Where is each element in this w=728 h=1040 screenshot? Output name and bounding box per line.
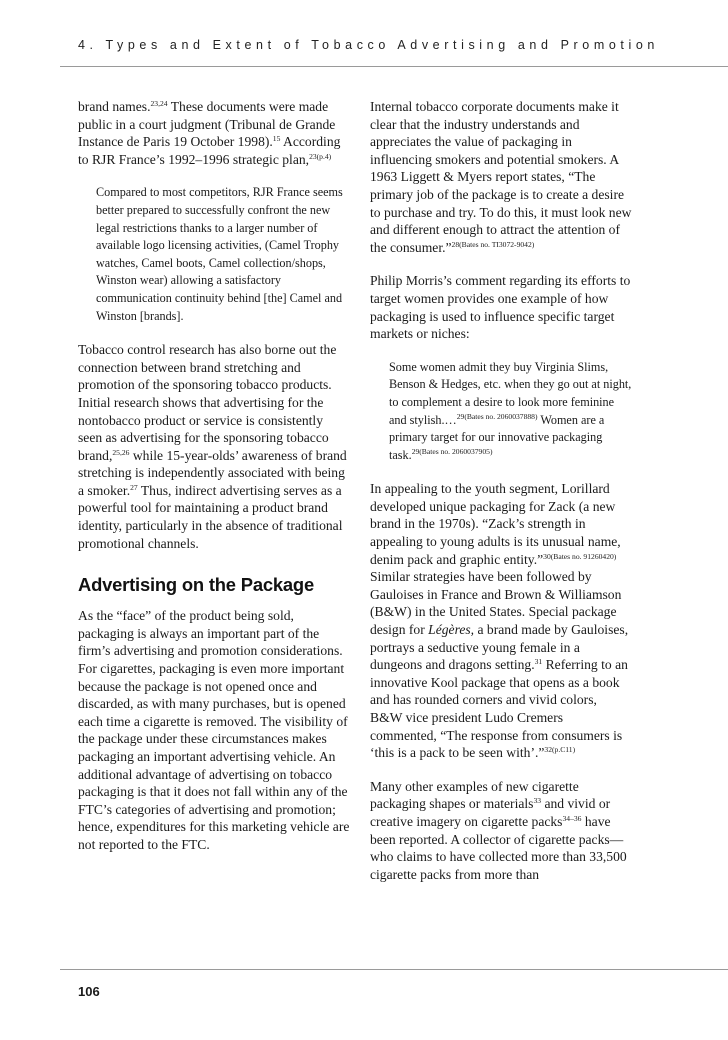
left-column — [78, 98, 350, 854]
right-column — [370, 98, 632, 883]
footnote-ref: 29(Bates no. 2060037888) — [456, 411, 538, 421]
footnote-ref: 25,26 — [112, 447, 130, 457]
footnote-ref: 15 — [272, 134, 281, 144]
footnote-ref: 34–36 — [562, 813, 582, 823]
footnote-ref: 32(p.C11) — [544, 745, 576, 755]
footnote-ref: 30(Bates no. 91260420) — [543, 551, 617, 561]
paragraph: Many other examples of new cigarette packaging shapes or materials$^{33}$ and vivid or creative imagery on cigarette packs$^{34-36}$ have been reported. A collector of cigarette packs—who claims to have collected more than 33,500 cigarette packs from more than — [370, 778, 627, 882]
paragraph: Philip Morris’s comment regarding its efforts to target women provides one example of how packaging is used to influence specific target markets or niches: — [370, 273, 631, 342]
paragraph: Tobacco control research has also borne out the connection between brand stretching and promotion of the sponsoring tobacco products. Initial research shows that advertising for the nontobacco product or service is consistently seen as advertising for the sponsoring tobacco brand,$^{25,26}$ while 15-year-olds’ awareness of brand stretching is independently associated with being a smoker.$^{27}$ Thus, indirect advertising serves as a powerful tool for maintaining a product brand identity, particularly in the absence of traditional promotional channels. — [78, 342, 347, 551]
paragraph: brand names.$^{23,24}$ These documents were made public in a court judgment (Tribunal de Grande Instance de Paris 19 October 1998).$^{15}$ According to RJR France’s 1992–1996 strategic plan,$^{23(p.4)}$ — [78, 99, 341, 167]
footnote-ref: 27 — [130, 482, 138, 492]
block-quote: Compared to most competitors, RJR France seems better prepared to successfully confront the new legal restrictions thanks to a larger number of available logo licensing activities, (Camel Trophy watches, Camel boots, Camel collection/shops, Winston wear) allowing a satisfactory communication continuity behind [the] Camel and Winston [brands]. — [96, 185, 343, 323]
block-quote: Some women admit they buy Virginia Slims, Benson & Hedges, etc. when they go out at night, to complement a desire to look more feminine and stylish.…$^{29(Bates no. 2060037888)}$ Women are a primary target for our innovative packaging task.$^{29(Bates no. 2060037905)}$ — [389, 359, 632, 462]
paragraph: Internal tobacco corporate documents make it clear that the industry understands and appreciates the value of packaging in influencing smokers and potential smokers. A 1963 Liggett & Myers report states, “The primary job of the package is to create a desire to purchase and try. To do this, it must look new and different enough to attract the attention of the consumer.”$^{28(Bates no. TI3072-9042)}$ — [370, 99, 632, 255]
header-rule — [60, 66, 728, 67]
footnote-ref: 23(p.4) — [309, 151, 332, 161]
footnote-ref: 28(Bates no. TI3072-9042) — [451, 239, 535, 249]
page-number: 106 — [78, 984, 100, 999]
footnote-ref: 23,24 — [150, 99, 168, 108]
section-heading: Advertising on the Package — [78, 574, 314, 596]
paragraph: As the “face” of the product being sold, packaging is always an important part of the firm’s advertising and promotion considerations. For cigarettes, packaging is even more important because the package is not opened once and discarded, as with many purchases, but is opened each time a cigarette is removed. The visibility of the package under these circumstances makes packaging an important advertising vehicle. An additional advantage of advertising on tobacco packaging is that it does not fall within any of the FTC’s categories of advertising and promotion; hence, expenditures for this marketing vehicle are not reported to the FTC. — [78, 608, 350, 852]
running-head: 4. Types and Extent of Tobacco Advertising and Promotion — [78, 38, 659, 52]
footnote-ref: 31 — [534, 657, 543, 667]
footnote-ref: 33 — [533, 796, 542, 806]
brand-name-italic: Légères, — [428, 622, 475, 638]
paragraph: In appealing to the youth segment, Lorillard developed unique packaging for Zack (a new brand in the 1970s). “Zack’s strength in appealing to young adults is its unusual name, denim pack and graphic entity.”$^{30(Bates no. 91260420)}$ Similar strategies have been followed by Gauloises in France and Brown & Williamson (B&W) in the United States. Special package design for Légères, a brand made by Gauloises, portrays a seductive young female in a dungeons and dragons setting.$^{31}$ Referring to an innovative Kool package that opens as a book and has rounded corners and vivid colors, B&W vice president Ludo Cremers commented, “The response from consumers is ‘this is a pack to be seen with’.”$^{32(p.C11)}$ — [370, 481, 629, 761]
footer-rule — [60, 969, 728, 970]
footnote-ref: 29(Bates no. 2060037905) — [411, 446, 493, 456]
